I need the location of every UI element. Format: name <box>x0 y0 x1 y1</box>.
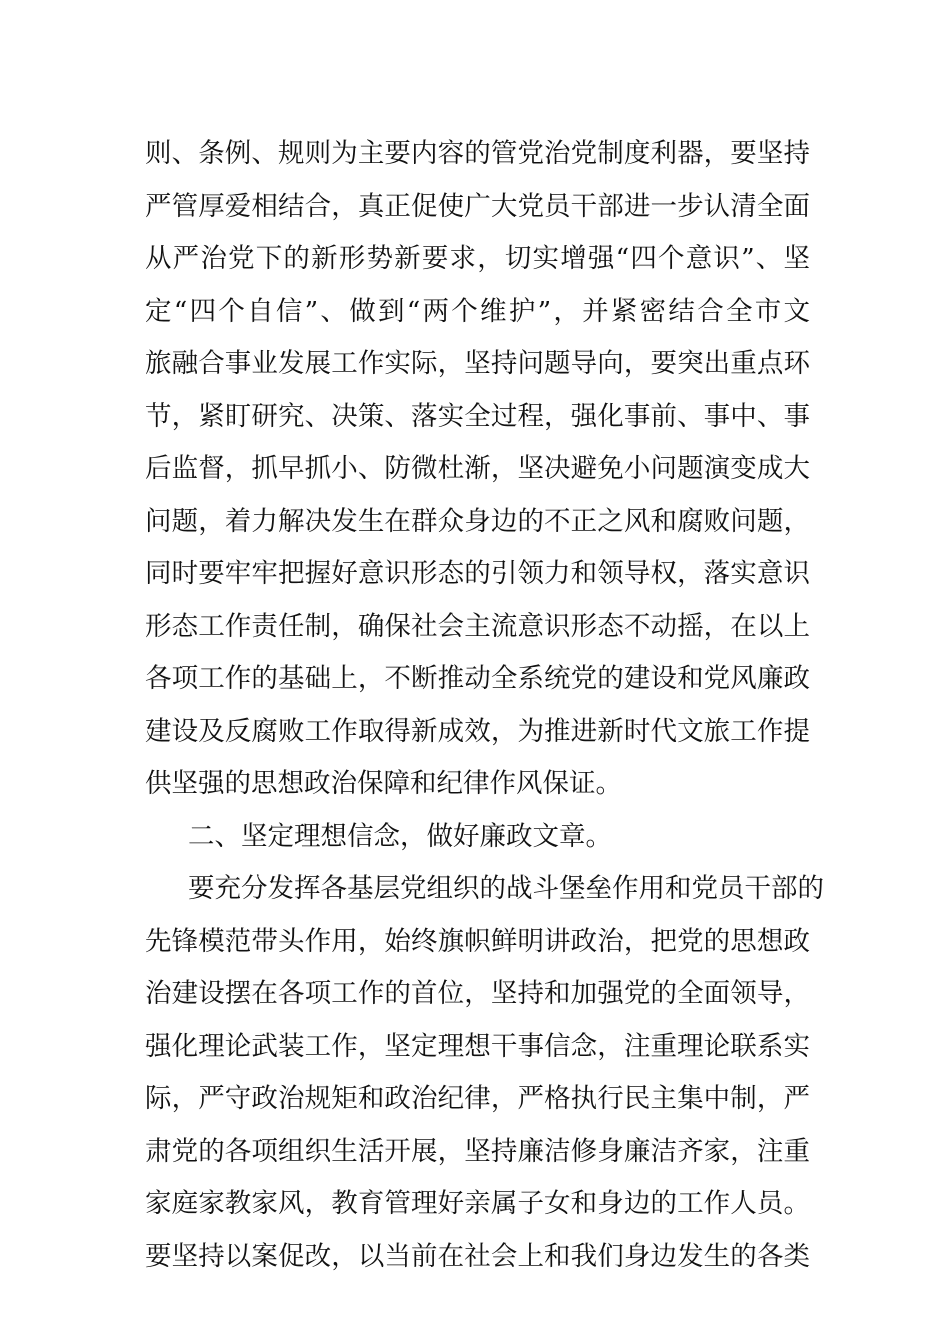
paragraph-line: 从严治党下的新形势新要求，切实增强“四个意识”、坚 <box>145 243 810 274</box>
paragraph-line: 供坚强的思想政治保障和纪律作风保证。 <box>145 768 622 799</box>
document-body <box>145 128 824 1283</box>
paragraph-line: 各项工作的基础上，不断推动全系统党的建设和党风廉政 <box>145 663 810 694</box>
paragraph-line: 节，紧盯研究、决策、落实全过程，强化事前、事中、事 <box>145 400 810 432</box>
paragraph-line: 定“四个自信”、做到“两个维护”，并紧密结合全市文 <box>145 295 810 327</box>
paragraph-line: 治建设摆在各项工作的首位，坚持和加强党的全面领导， <box>145 978 810 1009</box>
paragraph-line: 后监督，抓早抓小、防微杜渐，坚决避免小问题演变成大 <box>145 453 810 484</box>
paragraph-line: 旅融合事业发展工作实际，坚持问题导向，要突出重点环 <box>145 348 810 379</box>
paragraph-line: 同时要牢牢把握好意识形态的引领力和领导权，落实意识 <box>145 558 810 589</box>
paragraph-line: 则、条例、规则为主要内容的管党治党制度利器，要坚持 <box>145 138 810 169</box>
paragraph-line: 肃党的各项组织生活开展，坚持廉洁修身廉洁齐家，注重 <box>145 1135 810 1167</box>
paragraph-line: 要坚持以案促改，以当前在社会上和我们身边发生的各类 <box>145 1240 810 1272</box>
paragraph-line: 严管厚爱相结合，真正促使广大党员干部进一步认清全面 <box>145 190 810 222</box>
paragraph-line: 要充分发挥各基层党组织的战斗堡垒作用和党员干部的 <box>188 873 824 904</box>
paragraph-line: 先锋模范带头作用，始终旗帜鲜明讲政治，把党的思想政 <box>145 925 810 957</box>
section-heading: 二、坚定理想信念，做好廉政文章。 <box>188 820 612 852</box>
paragraph-line: 家庭家教家风，教育管理好亲属子女和身边的工作人员。 <box>145 1188 810 1219</box>
paragraph-line: 际，严守政治规矩和政治纪律，严格执行民主集中制，严 <box>145 1083 810 1114</box>
paragraph-line: 建设及反腐败工作取得新成效，为推进新时代文旅工作提 <box>145 715 810 747</box>
paragraph-line: 问题，着力解决发生在群众身边的不正之风和腐败问题， <box>145 505 810 537</box>
paragraph-line: 形态工作责任制，确保社会主流意识形态不动摇，在以上 <box>145 610 810 642</box>
paragraph-line: 强化理论武装工作，坚定理想干事信念，注重理论联系实 <box>145 1030 810 1062</box>
